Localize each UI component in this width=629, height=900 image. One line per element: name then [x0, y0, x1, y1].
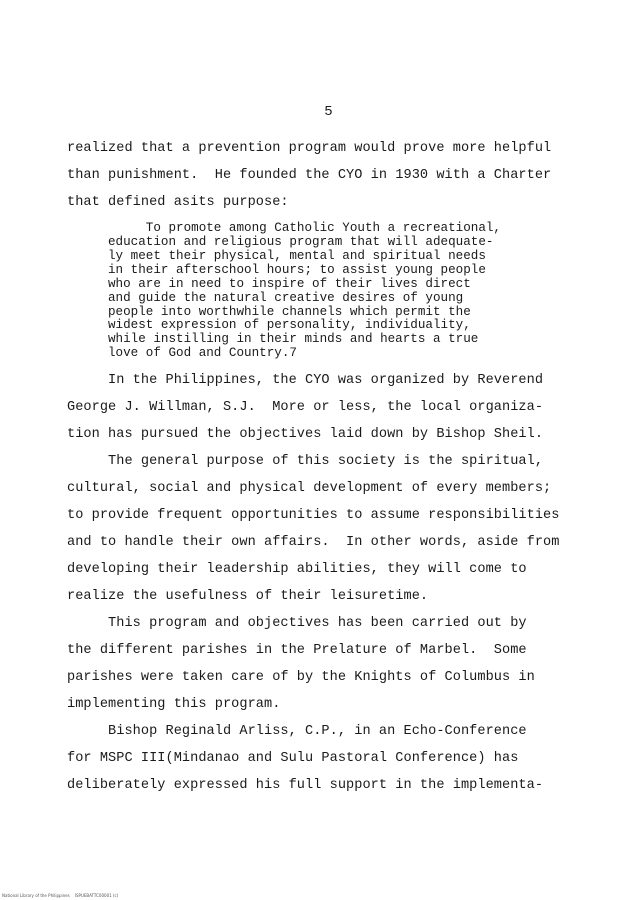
- text-line: tion has pursued the objectives laid down by Bishop Sheil.: [67, 427, 544, 442]
- text-line: Bishop Reginald Arliss, C.P., in an Echo-Conference: [67, 724, 527, 739]
- text-line: realize the usefulness of their leisuretime.: [67, 589, 429, 604]
- text-line: The general purpose of this society is the spiritual,: [67, 454, 544, 469]
- quote-line: widest expression of personality, individuality,: [108, 318, 471, 332]
- text-line: deliberately expressed his full support in the implementa-: [67, 778, 544, 793]
- text-line: parishes were taken care of by the Knights of Columbus in: [67, 670, 535, 685]
- text-line: implementing this program.: [67, 697, 281, 712]
- page-number: 5: [324, 104, 333, 120]
- text-line: George J. Willman, S.J. More or less, the local organiza-: [67, 400, 544, 415]
- text-line: In the Philippines, the CYO was organized by Reverend: [67, 373, 544, 388]
- quote-line: education and religious program that will adequate-: [108, 235, 494, 249]
- text-line: to provide frequent opportunities to assume responsibilities: [67, 508, 560, 523]
- text-line: than punishment. He founded the CYO in 1930 with a Charter: [67, 168, 552, 183]
- text-line: the different parishes in the Prelature of Marbel. Some: [67, 643, 527, 658]
- quote-line: To promote among Catholic Youth a recreational,: [108, 221, 501, 235]
- footer-watermark: National Library of the Philippines ISPUEBATTC00001 (c): [2, 893, 119, 898]
- text-line: and to handle their own affairs. In other words, aside from: [67, 535, 560, 550]
- quote-line: in their afterschool hours; to assist young people: [108, 263, 486, 277]
- quote-line: people into worthwhile channels which permit the: [108, 305, 471, 319]
- text-line: cultural, social and physical development of every members;: [67, 481, 552, 496]
- text-line: This program and objectives has been carried out by: [67, 616, 527, 631]
- quote-line: and guide the natural creative desires of young: [108, 291, 464, 305]
- quote-line: love of God and Country.7: [108, 346, 297, 360]
- quote-line: while instilling in their minds and hearts a true: [108, 332, 479, 346]
- text-line: realized that a prevention program would prove more helpful: [67, 141, 552, 156]
- quote-line: ly meet their physical, mental and spiritual needs: [108, 249, 486, 263]
- text-line: for MSPC III(Mindanao and Sulu Pastoral Conference) has: [67, 751, 519, 766]
- text-line: developing their leadership abilities, they will come to: [67, 562, 527, 577]
- text-line: that defined asits purpose:: [67, 195, 289, 210]
- quote-line: who are in need to inspire of their lives direct: [108, 277, 471, 291]
